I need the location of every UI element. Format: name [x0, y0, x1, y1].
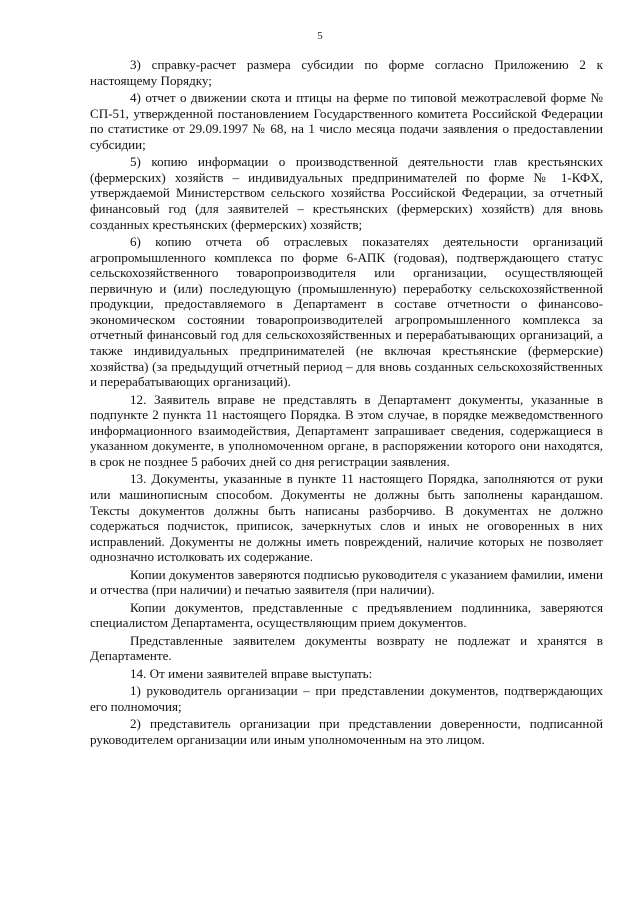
- paragraph-clause-14-item-1: 1) руководитель организации – при представлении документов, подтверждающих его полномочия;: [90, 683, 603, 714]
- page-number: 5: [317, 30, 323, 42]
- paragraph-copies-certification: Копии документов заверяются подписью руководителя с указанием фамилии, имени и отчества (при наличии) и печатью заявителя (при наличии).: [90, 566, 603, 598]
- paragraph-clause-14: 14. От имени заявителей вправе выступать:: [130, 665, 373, 681]
- paragraph-copies-original: Копии документов, представленные с предъявлением подлинника, заверяются специалистом Департамента, осуществляющим прием документов.: [90, 599, 603, 631]
- paragraph-clause-14-item-2: 2) представитель организации при представлении доверенности, подписанной руководителем организации или иным уполномоченным на это лицом.: [90, 716, 603, 747]
- paragraph-documents-retention: Представленные заявителем документы возврату не подлежат и хранятся в Департаменте.: [90, 632, 603, 664]
- paragraph-clause-12: 12. Заявитель вправе не представлять в Департамент документы, указанные в подпункте 2 пункта 11 настоящего Порядка. В этом случае, в порядке межведомственного информационного взаимодействия, Департамент запрашивает сведения, содержащиеся в указанном документе, в уполномоченном органе, в распоряжении которого они находятся, в срок не позднее 5 рабочих дней со дня регистрации заявления.: [90, 391, 603, 470]
- paragraph-item-4: 4) отчет о движении скота и птицы на ферме по типовой межотраслевой форме № СП-51, утвержденной постановлением Государственного комитета Российской Федерации по статистике от 29.09.1997 № 68, на 1 число месяца подачи заявления о предоставлении субсидии;: [90, 89, 603, 152]
- paragraph-clause-13: 13. Документы, указанные в пункте 11 настоящего Порядка, заполняются от руки или машинописным способом. Документы не должны быть заполнены карандашом. Тексты документов должны быть написаны разборчиво. В документах не должно содержаться подчисток, приписок, зачеркнутых слов и иных не оговоренных в них исправлений. Документы не должны иметь повреждений, наличие которых не позволяет однозначно истолковать их содержание.: [90, 471, 603, 565]
- document-body: [90, 57, 603, 749]
- paragraph-item-3: 3) справку-расчет размера субсидии по форме согласно Приложению 2 к настоящему Порядку;: [90, 57, 603, 88]
- paragraph-item-6: 6) копию отчета об отраслевых показателях деятельности организаций агропромышленного комплекса по форме 6-АПК (годовая), подтверждающего статус сельскохозяйственного товаропроизводителя или организации, осуществляющей первичную и (или) последующую (промышленную) переработку сельскохозяйственной продукции, предоставляемого в Департамент в составе отчетности о финансово-экономическом состоянии товаропроизводителей агропромышленного комплекса за отчетный финансовый год для сельскохозяйственных и перерабатывающих организаций, а также индивидуальных предпринимателей (не включая крестьянские (фермерские) хозяйства) (за предыдущий отчетный период – для вновь созданных сельскохозяйственных и перерабатывающих организаций).: [90, 233, 603, 390]
- paragraph-item-5: 5) копию информации о производственной деятельности глав крестьянских (фермерских) хозяйств – индивидуальных предпринимателей по форме № 1-КФХ, утверждаемой Министерством сельского хозяйства Российской Федерации, за отчетный финансовый год (для заявителей – крестьянских (фермерских) хозяйств) для вновь созданных крестьянских (фермерских) хозяйств;: [90, 154, 603, 232]
